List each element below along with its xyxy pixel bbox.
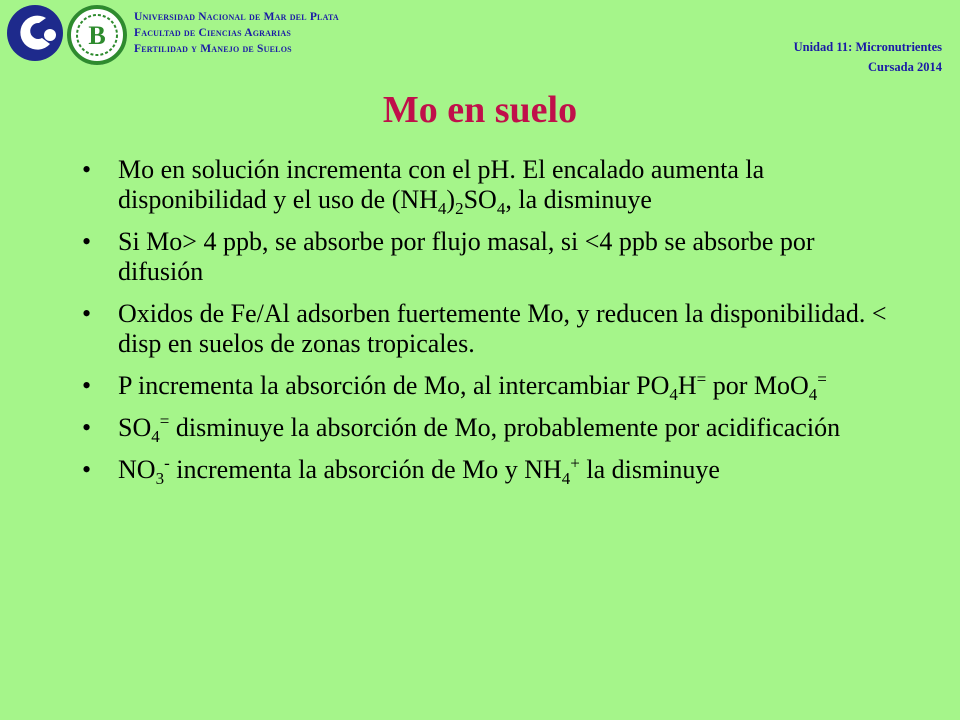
superscript: = (159, 411, 170, 431)
bullet-text: Oxidos de Fe/Al adsorben fuertemente Mo, y reducen la disponibilidad. < disp en suelos de zonas tropicales. (118, 299, 887, 358)
bullet-text: disminuye la absorción de Mo, probablemente por acidificación (169, 413, 841, 442)
bullet-text: NO (118, 455, 156, 484)
course-year: Cursada 2014 (868, 60, 942, 74)
bullet-dot: • (82, 413, 92, 442)
unmdp-logo-icon (6, 4, 64, 62)
bullet-text: SO (118, 413, 152, 442)
bullet-item (82, 155, 902, 219)
bullet-dot: • (82, 155, 92, 184)
bullet-item (82, 227, 902, 287)
superscript: = (817, 369, 827, 389)
bullet-text: , la disminuye (505, 185, 652, 214)
subscript: 4 (808, 385, 818, 405)
subscript: 4 (561, 469, 571, 489)
bullet-item (82, 369, 902, 405)
unit-block (794, 37, 942, 77)
superscript: = (696, 369, 707, 389)
bullet-item (82, 453, 902, 489)
subscript: 4 (151, 427, 160, 447)
bullet-dot: • (82, 371, 92, 400)
subscript: 4 (437, 199, 447, 219)
bullet-text: ) (446, 185, 456, 214)
bullet-text: SO (463, 185, 497, 214)
logo-b-letter: B (88, 21, 106, 50)
institution-line-course: Fertilidad y Manejo de Suelos (134, 43, 292, 55)
bullet-list (82, 155, 902, 497)
superscript: - (164, 453, 170, 473)
institution-line-faculty: Facultad de Ciencias Agrarias (134, 27, 292, 39)
bullet-text: por MoO (706, 371, 809, 400)
bullet-item (82, 299, 902, 359)
unit-label: Unidad 11: Micronutrientes (793, 40, 942, 54)
superscript: + (570, 453, 580, 473)
institution-block (134, 9, 339, 57)
bullet-text: incrementa la absorción de Mo y NH (169, 455, 562, 484)
bullet-item (82, 411, 902, 447)
bullet-text: la disminuye (579, 455, 720, 484)
faculty-b-logo-icon (66, 4, 128, 66)
bullet-dot: • (82, 299, 92, 328)
bullet-text: P incrementa la absorción de Mo, al intercambiar PO (118, 371, 670, 400)
bullet-text: Si Mo> 4 ppb, se absorbe por flujo masal, si <4 ppb se absorbe por difusión (118, 227, 815, 286)
subscript: 4 (496, 199, 506, 219)
bullet-text: Mo en solución incrementa con el pH. El encalado aumenta la disponibilidad y el uso de (NH (118, 155, 765, 214)
subscript: 4 (669, 385, 678, 405)
subscript: 2 (455, 199, 464, 219)
subscript: 3 (155, 469, 165, 489)
slide-title: Mo en suelo (382, 89, 578, 131)
institution-line-university: Universidad Nacional de Mar del Plata (134, 11, 339, 23)
bullet-dot: • (82, 227, 92, 256)
slide-header (0, 0, 960, 80)
bullet-dot: • (82, 455, 92, 484)
bullet-text: H (677, 371, 697, 400)
